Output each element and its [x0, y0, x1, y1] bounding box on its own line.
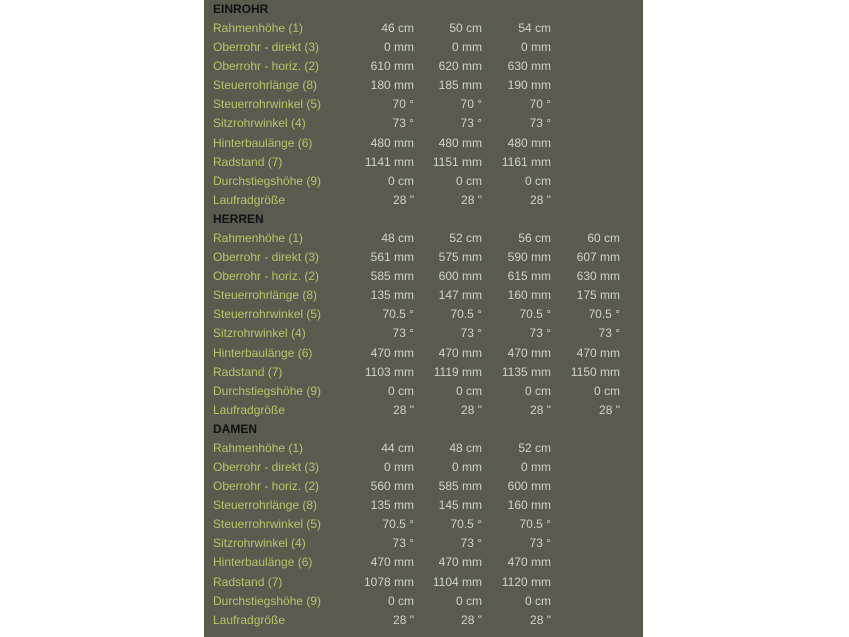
- size-value: 480 mm: [438, 135, 482, 150]
- size-value: 48 cm: [449, 440, 482, 455]
- size-value: 0 cm: [593, 383, 620, 398]
- size-value: 0 mm: [521, 459, 551, 474]
- table-row: [204, 76, 643, 95]
- size-value: 1120 mm: [501, 574, 551, 589]
- size-value: 610 mm: [370, 59, 414, 74]
- size-value: 470 mm: [507, 555, 551, 570]
- table-row: [204, 458, 643, 477]
- size-value: 70 °: [460, 97, 482, 112]
- size-value: 0 cm: [455, 173, 482, 188]
- size-value: 561 mm: [370, 250, 414, 265]
- row-label: Hinterbaulänge (6): [213, 345, 313, 360]
- table-row: [204, 573, 643, 592]
- size-value: 52 cm: [449, 230, 482, 245]
- row-label: Oberrohr - horiz. (2): [213, 269, 320, 284]
- size-value: 630 mm: [507, 59, 551, 74]
- size-value: 175 mm: [576, 288, 620, 303]
- row-label: Steuerrohrlänge (8): [213, 498, 318, 513]
- geometry-table: [204, 0, 643, 637]
- size-value: 0 mm: [452, 459, 482, 474]
- size-value: 28 ": [393, 192, 414, 207]
- size-value: 615 mm: [507, 269, 551, 284]
- row-label: Steuerrohrwinkel (5): [213, 517, 322, 532]
- size-value: 70.5 °: [588, 307, 620, 322]
- table-row: [204, 324, 643, 343]
- size-value: 28 ": [461, 402, 482, 417]
- table-row: [204, 248, 643, 267]
- size-value: 607 mm: [576, 250, 620, 265]
- size-value: 70 °: [529, 97, 551, 112]
- size-value: 630 mm: [576, 269, 620, 284]
- size-value: 470 mm: [370, 555, 414, 570]
- size-value: 73 °: [529, 326, 551, 341]
- size-value: 620 mm: [438, 59, 482, 74]
- size-value: 147 mm: [438, 288, 482, 303]
- table-row: [204, 172, 643, 191]
- size-value: 0 cm: [387, 593, 414, 608]
- size-value: 28 ": [461, 612, 482, 627]
- section-title: DAMEN: [213, 421, 257, 436]
- section-title: EINROHR: [213, 2, 269, 16]
- table-row: [204, 153, 643, 172]
- size-value: 73 °: [392, 116, 414, 131]
- row-label: Hinterbaulänge (6): [213, 135, 313, 150]
- size-value: 60 cm: [587, 230, 620, 245]
- row-label: Laufradgröße: [213, 612, 286, 627]
- size-value: 185 mm: [438, 78, 482, 93]
- size-value: 28 ": [461, 192, 482, 207]
- size-value: 70 °: [392, 97, 414, 112]
- size-value: 28 ": [393, 612, 414, 627]
- size-value: 585 mm: [370, 269, 414, 284]
- row-label: Oberrohr - direkt (3): [213, 250, 320, 265]
- row-label: Steuerrohrwinkel (5): [213, 97, 322, 112]
- row-label: Radstand (7): [213, 364, 283, 379]
- row-label: Steuerrohrlänge (8): [213, 288, 318, 303]
- size-value: 73 °: [460, 536, 482, 551]
- table-row: [204, 267, 643, 286]
- size-value: 135 mm: [370, 288, 414, 303]
- size-value: 70.5 °: [382, 517, 414, 532]
- row-label: Sitzrohrwinkel (4): [213, 536, 306, 551]
- size-value: 70.5 °: [450, 307, 482, 322]
- size-value: 48 cm: [381, 230, 414, 245]
- size-value: 0 cm: [387, 173, 414, 188]
- size-value: 1103 mm: [364, 364, 414, 379]
- table-row: [204, 229, 643, 248]
- size-value: 73 °: [529, 536, 551, 551]
- size-value: 590 mm: [507, 250, 551, 265]
- size-value: 1150 mm: [570, 364, 620, 379]
- size-value: 600 mm: [438, 269, 482, 284]
- table-row: [204, 382, 643, 401]
- size-value: 56 cm: [518, 230, 551, 245]
- table-row: [204, 496, 643, 515]
- size-value: 70.5 °: [519, 307, 551, 322]
- table-row: [204, 95, 643, 114]
- size-value: 44 cm: [381, 440, 414, 455]
- size-value: 180 mm: [370, 78, 414, 93]
- size-value: 470 mm: [370, 345, 414, 360]
- size-value: 135 mm: [370, 498, 414, 513]
- row-label: Oberrohr - direkt (3): [213, 459, 320, 474]
- size-value: 46 cm: [381, 21, 414, 35]
- size-value: 73 °: [392, 536, 414, 551]
- size-value: 0 cm: [455, 593, 482, 608]
- table-row: [204, 57, 643, 76]
- table-row: [204, 305, 643, 324]
- table-row: [204, 592, 643, 611]
- size-value: 600 mm: [507, 479, 551, 494]
- size-value: 470 mm: [507, 345, 551, 360]
- table-row: [204, 439, 643, 458]
- size-value: 54 cm: [518, 21, 551, 35]
- table-row: [204, 553, 643, 572]
- table-row: [204, 344, 643, 363]
- size-value: 0 mm: [521, 40, 551, 55]
- size-value: 50 cm: [449, 21, 482, 35]
- size-value: 52 cm: [518, 440, 551, 455]
- size-value: 1104 mm: [432, 574, 482, 589]
- row-label: Steuerrohrlänge (8): [213, 78, 318, 93]
- size-value: 0 cm: [387, 383, 414, 398]
- row-label: Laufradgröße: [213, 402, 286, 417]
- table-row: [204, 363, 643, 382]
- row-label: Rahmenhöhe (1): [213, 230, 304, 245]
- row-label: Sitzrohrwinkel (4): [213, 326, 306, 341]
- size-value: 0 cm: [524, 593, 551, 608]
- row-label: Steuerrohrwinkel (5): [213, 307, 322, 322]
- size-value: 1135 mm: [501, 364, 551, 379]
- size-value: 0 mm: [384, 40, 414, 55]
- row-label: Oberrohr - horiz. (2): [213, 59, 320, 74]
- size-value: 0 mm: [384, 459, 414, 474]
- size-value: 28 ": [530, 612, 551, 627]
- table-row: [204, 19, 643, 38]
- row-label: Oberrohr - horiz. (2): [213, 479, 320, 494]
- row-label: Durchstiegshöhe (9): [213, 173, 322, 188]
- size-value: 70.5 °: [519, 517, 551, 532]
- row-label: Hinterbaulänge (6): [213, 555, 313, 570]
- size-value: 28 ": [393, 402, 414, 417]
- size-value: 73 °: [460, 116, 482, 131]
- size-value: 1161 mm: [501, 154, 551, 169]
- row-label: Sitzrohrwinkel (4): [213, 116, 306, 131]
- size-value: 575 mm: [438, 250, 482, 265]
- row-label: Rahmenhöhe (1): [213, 21, 304, 35]
- section-title: HERREN: [213, 211, 264, 226]
- size-value: 1078 mm: [363, 574, 414, 589]
- size-value: 470 mm: [576, 345, 620, 360]
- size-value: 0 cm: [455, 383, 482, 398]
- size-value: 28 ": [530, 402, 551, 417]
- size-value: 1151 mm: [432, 154, 482, 169]
- row-label: Rahmenhöhe (1): [213, 440, 304, 455]
- table-row: [204, 477, 643, 496]
- size-value: 480 mm: [507, 135, 551, 150]
- row-label: Laufradgröße: [213, 192, 286, 207]
- size-value: 585 mm: [438, 479, 482, 494]
- table-row: [204, 401, 643, 420]
- size-value: 0 cm: [524, 173, 551, 188]
- row-label: Oberrohr - direkt (3): [213, 40, 320, 55]
- size-value: 160 mm: [507, 498, 551, 513]
- size-value: 190 mm: [507, 78, 551, 93]
- size-value: 1141 mm: [364, 154, 414, 169]
- size-value: 470 mm: [438, 345, 482, 360]
- size-value: 73 °: [460, 326, 482, 341]
- row-label: Durchstiegshöhe (9): [213, 593, 322, 608]
- size-value: 145 mm: [438, 498, 482, 513]
- size-value: 470 mm: [438, 555, 482, 570]
- table-row: [204, 515, 643, 534]
- size-value: 0 mm: [452, 40, 482, 55]
- table-row: [204, 134, 643, 153]
- size-value: 160 mm: [507, 288, 551, 303]
- table-row: [204, 534, 643, 553]
- size-value: 1119 mm: [433, 364, 482, 379]
- table-row: [204, 286, 643, 305]
- size-value: 73 °: [598, 326, 620, 341]
- row-label: Radstand (7): [213, 574, 283, 589]
- size-value: 70.5 °: [382, 307, 414, 322]
- size-value: 73 °: [529, 116, 551, 131]
- size-value: 73 °: [392, 326, 414, 341]
- table-row: [204, 191, 643, 210]
- table-row: [204, 114, 643, 133]
- size-value: 560 mm: [370, 479, 414, 494]
- size-value: 0 cm: [524, 383, 551, 398]
- row-label: Radstand (7): [213, 154, 283, 169]
- size-value: 28 ": [530, 192, 551, 207]
- row-label: Durchstiegshöhe (9): [213, 383, 322, 398]
- size-value: 28 ": [599, 402, 620, 417]
- table-row: [204, 38, 643, 57]
- size-value: 70.5 °: [450, 517, 482, 532]
- size-value: 480 mm: [370, 135, 414, 150]
- table-row: [204, 611, 643, 630]
